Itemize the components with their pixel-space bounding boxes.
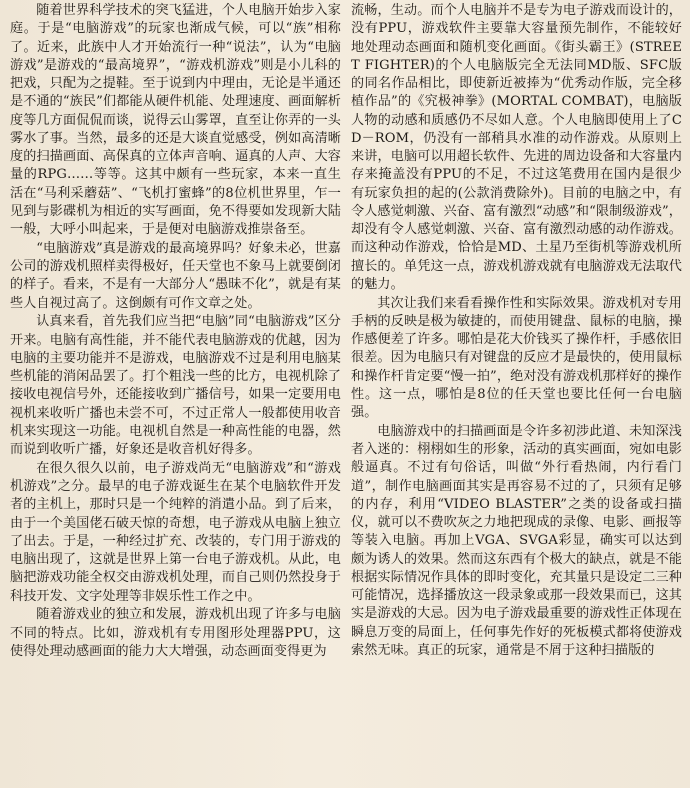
left-column <box>10 2 341 788</box>
paragraph: 其次让我们来看看操作性和实际效果。游戏机对专用手柄的反映是极为敏捷的，而使用键盘、鼠标的电脑，操作感便差了许多。哪怕是花大价钱买了操作杆，手感依旧很差。因为电脑只有对键盘的反应才是最快的，使用鼠标和操作杆肯定要“慢一拍”，绝对没有游戏机那样好的操作性。这一点，哪怕是8位的任天堂也要比任何一台电脑强。 <box>351 295 682 420</box>
paragraph: 认真来看，首先我们应当把“电脑”同“电脑游戏”区分开来。电脑有高性能，并不能代表电脑游戏的优越，因为电脑的主要功能并不是游戏，电脑游戏不过是利用电脑某些机能的消闲品罢了。打个粗浅一些的比方，电视机除了接收电视信号外，还能接收到广播信号，如果一定要用电视机来收听广播也未尝不可，不过正常人一般都使用收音机来实现这一功能。电视机自然是一种高性能的电器，然而说到收听广播，好象还是收音机好得多。 <box>10 314 341 457</box>
paragraph: 电脑游戏中的扫描画面是令许多初涉此道、未知深浅者入迷的：栩栩如生的形象，活动的真实画面，宛如电影般逼真。不过有句俗话，叫做“外行看热闹，内行看门道”，制作电脑画面其实是再容易不过的了，只须有足够的内存，利用“VIDEO BLASTER”之类的设备或扫描仪，就可以不费吹灰之力地把现成的录像、电影、画报等等装入电脑。再加上VGA、SVGA彩显，确实可以达到颇为诱人的效果。然而这东西有个极大的缺点，就是不能根据实际情况作具体的即时变化，充其量只是设定二三种可能情况，选择播放这一段录象或那一段效果而已，这其实是游戏的大忌。因为电子游戏最重要的游戏性正体现在瞬息万变的局面上，任何事先作好的死板模式都将使游戏索然无味。真正的玩家，通常是不屑于这种扫描版的 <box>351 423 682 658</box>
right-column <box>351 2 682 788</box>
paragraph: 在很久很久以前，电子游戏尚无“电脑游戏”和“游戏机游戏”之分。最早的电子游戏诞生在某个电脑软件开发者的主机上，那时只是一个纯粹的消遣小品。到了后来，由于一个美国佬石破天惊的奇想，电子游戏从电脑上独立了出去。于是，一种经过扩充、改装的，专门用于游戏的电脑出现了，这就是世界上第一台电子游戏机。从此，电脑把游戏功能全权交由游戏机处理，而自己则仍然投身于科技开发、文字处理等非娱乐性工作之中。 <box>10 460 341 604</box>
paragraph: 随着游戏业的独立和发展，游戏机出现了许多与电脑不同的特点。比如，游戏机有专用图形处理器PPU，这使得处理动感画面的能力大大增强，动态画面变得更为 <box>10 607 341 659</box>
paragraph: “电脑游戏”真是游戏的最高境界吗？好象未必，世嘉公司的游戏机照样卖得极好，任天堂也不象马上就要倒闭的样子。看来，不是有一大部分人“愚昧不化”，就是有某些人自视过高了。这倒颇有可作文章之处。 <box>10 240 341 311</box>
paragraph: 随着世界科学技术的突飞猛进，个人电脑开始步入家庭。于是“电脑游戏”的玩家也渐成气候，可以“族”相称了。近来，此族中人才开始流行一种“说法”，认为“电脑游戏”是游戏的“最高境界”，“游戏机游戏”则是小儿科的把戏，只配为之提鞋。至于说到内中理由，无论是半通还是不通的“族民”们都能从硬件机能、处理速度、画面解析度等几方面侃侃而谈，说得云山雾罩，直至让你弄的一头雾水了事。当然，最多的还是大谈直觉感受，例如高清晰度的扫描画面、高保真的立体声音响、逼真的人声、大容量的RPG……等等。这其中颇有一些玩家，本来一直生活在“马利采蘑菇”、“飞机打蜜蜂”的8位机世界里，乍一见到与影碟机为相近的实写画面，免不得要如发现新大陆一般，大呼小叫起来，于是便对电脑游戏推崇备至。 <box>10 3 341 237</box>
paragraph-continued: 流畅，生动。而个人电脑并不是专为电子游戏而设计的，没有PPU，游戏软件主要靠大容量预先制作，不能较好地处理动态画面和随机变化画面。《街头霸王》(STREET FIGHTER)的个人电脑版完全无法同MD版、SFC版的同名作品相比，即使新近被捧为“优秀动作版，完全移植作品”的《究极神拳》(MORTAL COMBAT)，电脑版人物的动感和质感仍不尽如人意。个人电脑即使用上了CD－ROM，仍没有一部稍具水准的动作游戏。从原则上来讲，电脑可以用超长软件、先进的周边设备和大容量内存来掩盖没有PPU的不足，不过这笔费用在国内是很少有玩家负担的起的(公款消费除外)。目前的电脑之中，有令人感觉刺激、兴奋、富有激烈“动感”和“限制级游戏”，却没有令人感觉刺激、兴奋、富有激烈动感的动作游戏。而这种动作游戏，恰恰是MD、土星乃至街机等游戏机所擅长的。单凭这一点，游戏机游戏就有电脑游戏无法取代的魅力。 <box>351 3 682 292</box>
